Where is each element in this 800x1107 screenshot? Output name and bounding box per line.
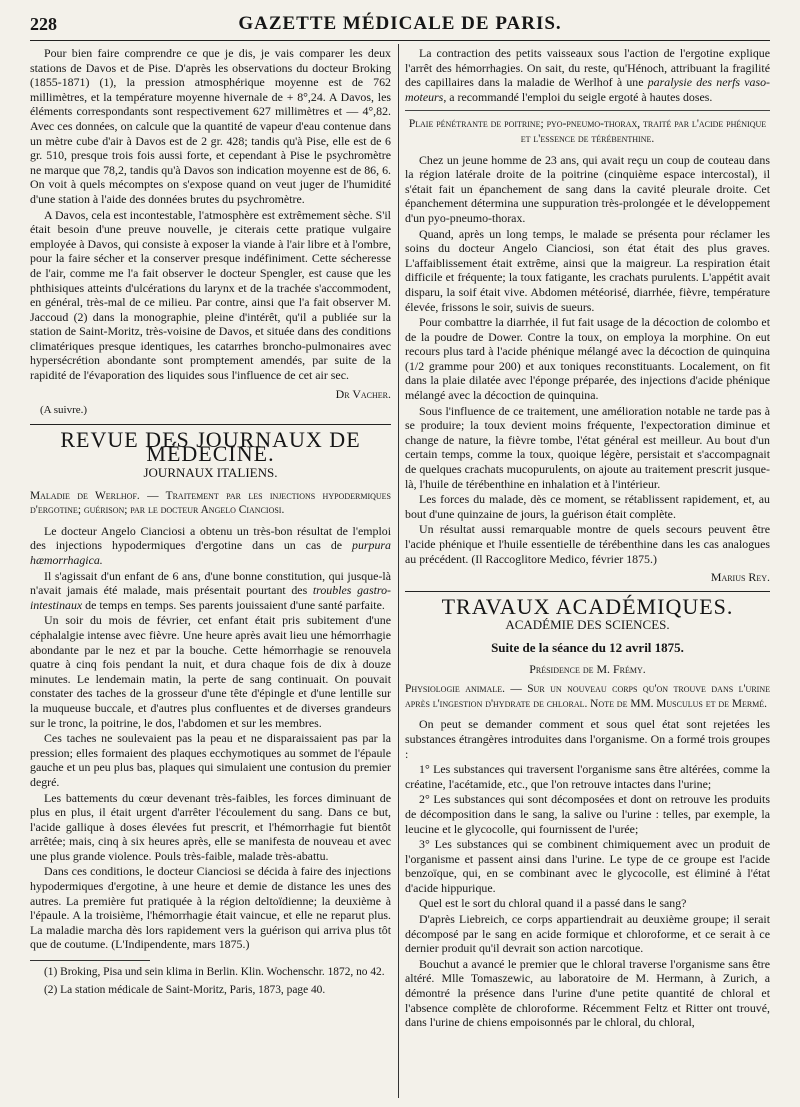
paragraph [405, 46, 770, 104]
article-title-rest: — Traitement par les injections hypodermiques d'ergotine; guérison; par le docteur Angelo Cianciosi. [30, 489, 391, 517]
italic-text: troubles gastro-intestinaux [30, 583, 391, 612]
paragraph: Bouchut a avancé le premier que le chloral traverse l'organisme sans être altéré. Mlle Tomaszewic, au laboratoire de M. Hermann, à Zurich, a démontré la présence dans l'urine d'une petite quantité de chloral et l'absence complète de chloroforme. Récemment Feltz et Ritter ont trouvé, dans l'urine de chiens empoisonnés par le chloral, du chloral, [405, 956, 770, 1030]
italic-text: purpura hæmorrhagica. [30, 538, 391, 567]
paragraph: Pour combattre la diarrhée, il fut fait usage de la décoction de colombo et de la poudre de Dower. Contre la toux, on employa la morphine. On eut recours plus tard à l'acide phénique mélangé avec la décoction de quinquina (1/2 gramme pour 200) et aux toniques reconstituants. Localement, on fit dans la plaie dilatée avec l'éponge préparée, des injections d'acide phénique mélangé avec la décoction de quinquina. [405, 315, 770, 403]
paragraph: Quel est le sort du chloral quand il a passé dans le sang? [419, 896, 687, 911]
text-run: La contraction des petits vaisseaux sous l'action de l'ergotine explique l'arrêt des hémorrhagies. On sait, du reste, qu'Hénoch, attribuant la fragilité des capillaires dans la maladie de Werlhof à une [405, 46, 770, 90]
page-number: 228 [30, 14, 57, 34]
paragraph: D'après Liebreich, ce corps appartiendrait au deuxième groupe; il serait décomposé par le sang en acide formique et chloroforme, et ce serait à ce dernier produit qu'il devrait son action narcotique. [405, 912, 770, 956]
left-column [30, 46, 391, 1096]
footnote: (1) Broking, Pisa und sein klima in Berlin. Klin. Wochenschr. 1872, no 42. [44, 966, 385, 979]
paragraph: Pour bien faire comprendre ce que je dis, je vais comparer les deux stations de Davos et de Pise. D'après les observations du docteur Broking (1855-1871) (1), la pression atmosphérique moyenne est de 762 millimètres, et la température moyenne hivernale de + 8°,24. A Davos, les éléments correspondants sont respectivement 627 millimètres et — 4°,82. Avec ces données, on calcule que la quantité de vapeur d'eau contenue dans un mètre cube d'air à Davos est de 2 gr. 428; tandis qu'à Pise, elle est de 6 gr. 510, presque trois fois aussi forte, et cependant à Pise le psychromètre ne marque que 78,2, tandis qu'à Davos son indication moyenne est de 86, 6. On voit à quels mécomptes on s'expose quand on veut juger de l'humidité d'une station à l'aide des données brutes du psychromètre. [30, 46, 391, 206]
article-rule [405, 110, 770, 111]
paragraph: Un résultat aussi remarquable montre de quels secours peuvent être l'acide phénique et l'huile essentielle de térébenthine dans les cas analogues au précédent. (Il Raccoglitore Medico, février 1875.) [405, 522, 770, 566]
article-title-lead: Maladie de Werlhof. [30, 489, 140, 502]
text-run: de temps en temps. Ses parents jouissaient d'une santé parfaite. [82, 597, 385, 612]
footnote-rule [30, 960, 150, 961]
text-run: , a recommandé l'emploi du seigle ergoté à hautes doses. [443, 89, 713, 104]
author-signature: Marius Rey. [710, 570, 770, 585]
to-be-continued: (A suivre.) [40, 404, 88, 417]
page-header [30, 10, 770, 40]
paragraph: 3° Les substances qui se combinent chimiquement avec un produit de l'organisme et passent ainsi dans l'urine. Le type de ce groupe est l'acide benzoïque, qui, en se combinant avec le glycocolle, est éliminé à l'état d'acide hippurique. [405, 837, 770, 895]
text-run: Le docteur Angelo Cianciosi a obtenu un très-bon résultat de l'emploi des injections hypodermiques d'ergotine dans un cas de [30, 523, 391, 553]
section-title: REVUE DES JOURNAUX DE MÉDECINE. [60, 426, 361, 467]
presidency: Présidence de M. Frémy. [529, 661, 646, 676]
section-rule [30, 424, 391, 425]
article-title [30, 489, 391, 518]
paragraph: Les battements du cœur devenant très-faibles, les forces diminuant de plus en plus, il était urgent d'arrêter l'écoulement du sang. Dans ce but, l'acide gallique à doses élevées fut prescrit, et l'hémorrhagie fut bientôt arrêtée; mais, cinq à six heures après, elle se manifesta de nouveau et avec une plus grande violence. Pouls très-faible, malade très-abattu. [30, 790, 391, 863]
paragraph: 2° Les substances qui sont décomposées et dont on retrouve les produits de décomposition dans le sang, la salive ou l'urine : telles, par exemple, la leucine et le glycocolle, qui fournissent de l'urée; [405, 792, 770, 836]
section-subtitle: JOURNAUX ITALIENS. [143, 465, 278, 481]
paragraph: A Davos, cela est incontestable, l'atmosphère est extrêmement sèche. S'il était besoin d'une preuve nouvelle, je citerais cette pratique vulgaire employée à Davos, qui consiste à exposer la viande à l'air libre et à l'ombre, pour la faire sécher et la conserver presque indéfiniment. Cette sécheresse de l'air, comme me l'a fait observer le docteur Spengler, est cause que les phthisiques atteints d'ulcérations du larynx et de la trachée s'accommodent, en général, très-mal de ce milieu. Par contre, ainsi que l'a fait observer M. Jaccoud (2) dans la monographie, pleine d'intérêt, qu'il a publiée sur la station de Saint-Moritz, très-voisine de Davos, et située dans des conditions climatériques presque identiques, les catarrhes broncho-pulmonaires avec hypersécrétion abondante sont promptement amendés, par suite de la rapidité de l'évaporation des liquides sous l'influence de cet air sec. [30, 207, 391, 383]
paragraph: Les forces du malade, dès ce moment, se rétablissent rapidement, et, au bout d'une quinzaine de jours, la guérison était complète. [405, 492, 770, 521]
paragraph: Quand, après un long temps, le malade se présenta pour réclamer les soins du docteur Angelo Cianciosi, son état était des plus graves. L'affaiblissement était extrême, ainsi que la maigreur. La respiration était difficile et fréquente; la toux fatigante, les crachats purulents. L'appétit avait disparu, la soif était vive. Abdomen météorisé, diarrhée, fièvre, température élevée, frissons le soir, suivis de sueurs. [405, 226, 770, 314]
section-title: TRAVAUX ACADÉMIQUES. [441, 593, 734, 619]
paragraph [30, 569, 391, 613]
paragraph: 1° Les substances qui traversent l'organisme sans être altérées, comme la créatine, l'acétamide, etc., que l'on retrouve intactes dans l'urine; [405, 762, 770, 791]
right-column [405, 46, 770, 1096]
paragraph: On peut se demander comment et sous quel état sont rejetées les substances étrangères introduites dans l'organisme. On a formé trois groupes : [405, 717, 770, 761]
footnote: (2) La station médicale de Saint-Moritz, Paris, 1873, page 40. [44, 983, 326, 996]
running-title: GAZETTE MÉDICALE DE PARIS. [238, 13, 562, 34]
column-separator [398, 44, 399, 1098]
header-rule [30, 40, 770, 41]
article-title: Physiologie animale. — Sur un nouveau corps qu'on trouve dans l'urine après l'ingestion d'hydrate de chloral. Note de MM. Musculus et de Mermé. [405, 683, 770, 710]
paragraph [30, 524, 391, 568]
session-heading: Suite de la séance du 12 avril 1875. [491, 639, 684, 655]
paragraph: Sous l'influence de ce traitement, une amélioration notable ne tarde pas à se produire; la toux devient moins fréquente, l'expectoration diminue et change de nature, la fièvre tombe, l'état général est meilleur. Au bout d'un certain temps, comme la toux, quoique légère, persistait et s'accompagnait de quelques crachats mucopurulents, on ajoute au traitement prescrit jusque-là, l'huile de térébenthine en inhalation et à l'intérieur. [405, 403, 770, 491]
italic-text: paralysie des nerfs vaso-moteurs [405, 75, 770, 104]
author-signature: Dr Vacher. [335, 386, 391, 401]
section-rule [405, 591, 770, 592]
paragraph: Un soir du mois de février, cet enfant était pris subitement d'une céphalalgie intense avec fièvre. Une heure après avait lieu une hémorrhagie abondante par le nez et par la bouche. Cette hémorrhagie se renouvela quatre à cinq fois pendant la nuit, et dura chaque fois de dix à douze minutes. Le lendemain matin, la perte de sang continuait. On pouvait constater des taches de la grosseur d'une tête d'épingle et d'une lentille sur la muqueuse buccale, et d'autres plus confluentes et de diverses grandeurs sur le tronc, la poitrine, le dos, l'abdomen et sur les membres. [30, 613, 391, 730]
text-run: Il s'agissait d'un enfant de 6 ans, d'une bonne constitution, qui jusque-là n'avait jamais été malade, mais présentait pourtant des [30, 568, 391, 598]
paragraph: Ces taches ne soulevaient pas la peau et ne disparaissaient pas par la pression; elles formaient des plaques ecchymotiques au sommet de l'épaule gauche et un peu plus bas, plaques qui simulaient une contusion du premier degré. [30, 731, 391, 789]
paragraph: Chez un jeune homme de 23 ans, qui avait reçu un coup de couteau dans la région latérale droite de la poitrine (cinquième espace intercostal), il s'était fait un épanchement de sang dans la cavité pleurale droite. Cet épanchement détermina une suppuration très-prolongée et le développement d'un pyo-pneumo-thorax. [405, 152, 770, 225]
case-title: Plaie pénétrante de poitrine; pyo-pneumo-thorax, traité par l'acide phénique et l'essence de térébenthine. [408, 118, 767, 145]
academy-name: ACADÉMIE DES SCIENCES. [505, 617, 670, 633]
paragraph: Dans ces conditions, le docteur Cianciosi se décida à faire des injections hypodermiques d'ergotine, à une heure et demie de distance les unes des autres. La première fut pratiquée à la région deltoïdienne; la deuxième à l'épaule. A la troisième, l'hémorrhagie était vaincue, et elle ne reparut plus. La maladie marcha dès lors rapidement vers la guérison qui arriva plus tôt que de coutume. (L'Indipendente, mars 1875.) [30, 864, 391, 952]
